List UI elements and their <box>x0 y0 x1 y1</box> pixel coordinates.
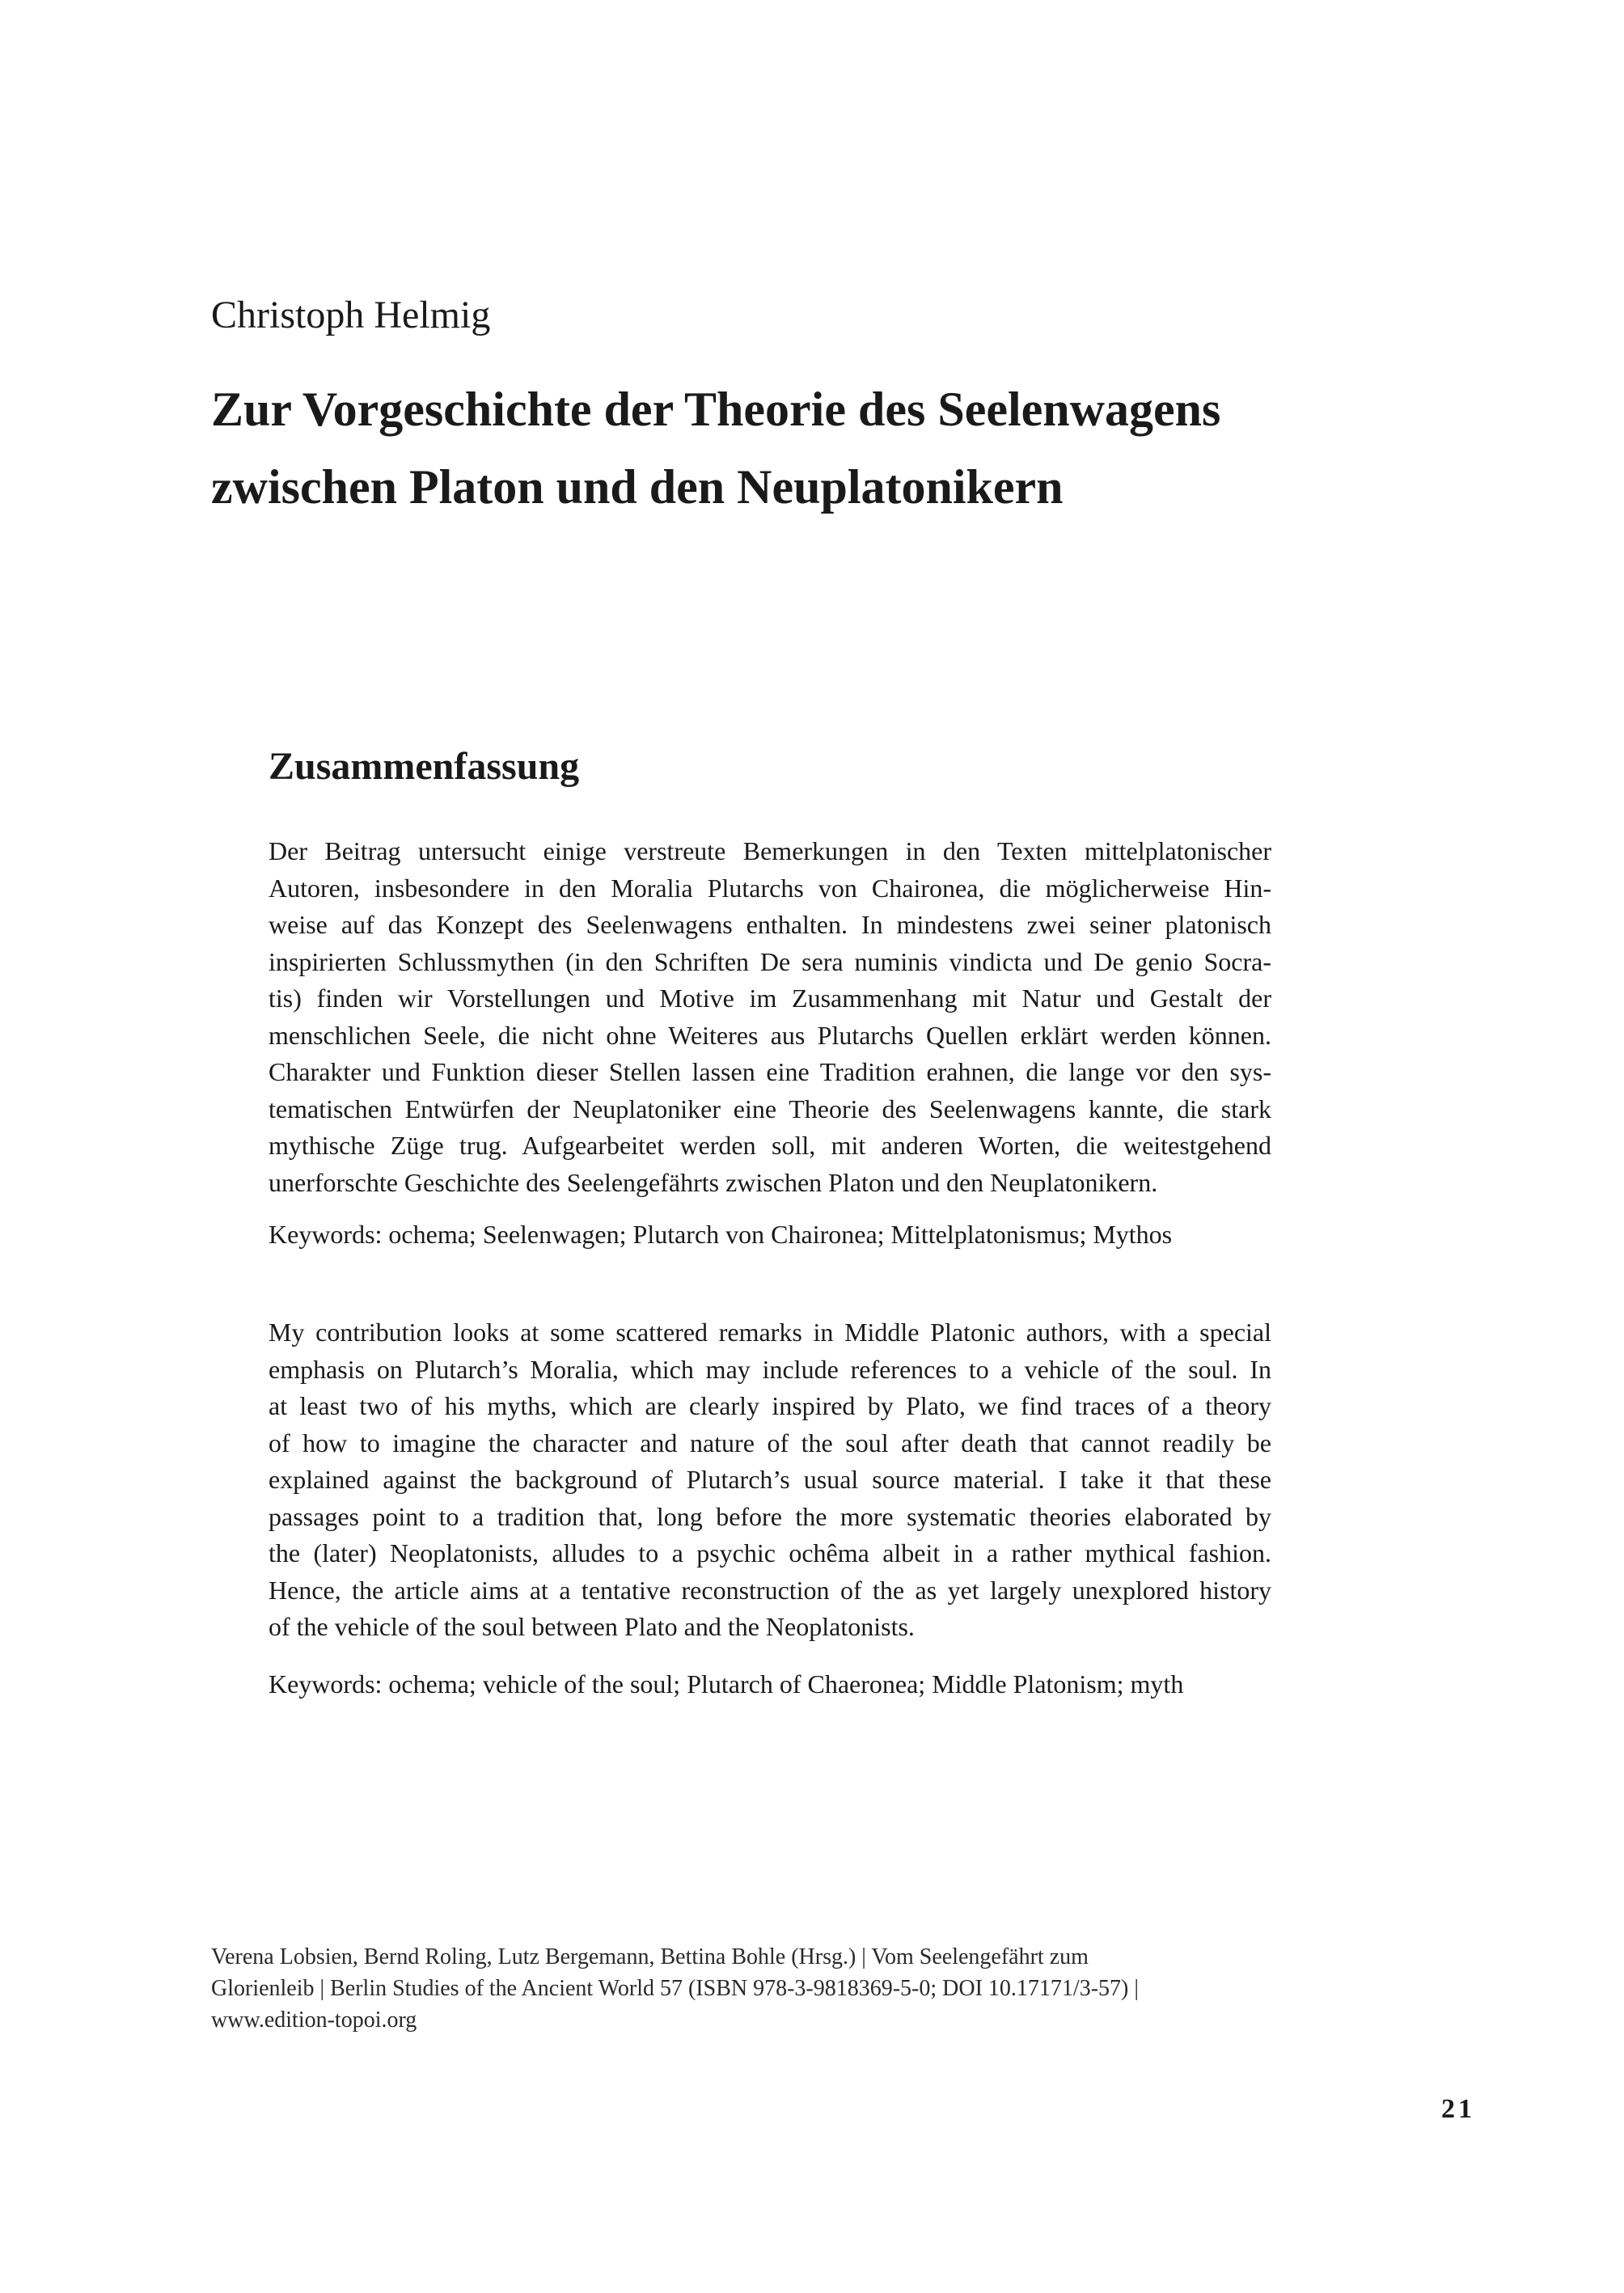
abstract-english-line: emphasis on Plutarch’s Moralia, which may include references to a vehicle of the soul. In <box>269 1354 1271 1384</box>
abstract-english-line: of how to imagine the character and nature of the soul after death that cannot readily be <box>269 1428 1271 1457</box>
abstract-heading: Zusammenfassung <box>269 745 580 788</box>
publication-footer <box>211 1941 1262 2036</box>
article-title <box>211 370 1505 526</box>
abstract-english-line: Hence, the article aims at a tentative reconstruction of the as yet largely unexplored history <box>269 1575 1271 1605</box>
keywords-english <box>269 1666 1271 1703</box>
abstract-german-line: Autoren, insbesondere in den Moralia Plutarchs von Chaironea, die möglicherweise Hin- <box>269 873 1271 903</box>
abstract-german <box>269 833 1271 1201</box>
abstract-german-line: Der Beitrag untersucht einige verstreute Bemerkungen in den Texten mittelplatonischer <box>269 836 1271 865</box>
article-title-line-1: Zur Vorgeschichte der Theorie des Seelenwagens <box>211 383 1221 436</box>
abstract-english-line: passages point to a tradition that, long before the more systematic theories elaborated by <box>269 1501 1271 1531</box>
abstract-german-line: menschlichen Seele, die nicht ohne Weiteres aus Plutarchs Quellen erklärt werden können. <box>269 1020 1271 1050</box>
abstract-german-line: mythische Züge trug. Aufgearbeitet werden soll, mit anderen Worten, die weitestgehend <box>269 1131 1271 1160</box>
keywords-german <box>269 1216 1271 1254</box>
abstract-english-line: explained against the background of Plutarch’s usual source material. I take it that these <box>269 1465 1271 1494</box>
author-name: Christoph Helmig <box>211 294 491 336</box>
abstract-german-line: tematischen Entwürfen der Neuplatoniker eine Theorie des Seelenwagens kannte, die stark <box>269 1094 1271 1123</box>
abstract-german-line: weise auf das Konzept des Seelenwagens enthalten. In mindestens zwei seiner platonisch <box>269 910 1271 939</box>
page-number: 21 <box>1441 2094 1475 2124</box>
abstract-english-line: the (later) Neoplatonists, alludes to a psychic ochêma albeit in a rather mythical fashion. <box>269 1538 1271 1567</box>
article-title-line-2: zwischen Platon und den Neuplatonikern <box>211 460 1064 514</box>
abstract-english-line: of the vehicle of the soul between Plato and the Neoplatonists. <box>269 1612 915 1641</box>
abstract-german-line: Charakter und Funktion dieser Stellen lassen eine Tradition erahnen, die lange vor den sys- <box>269 1057 1271 1086</box>
keywords-english-text: Keywords: ochema; vehicle of the soul; Plutarch of Chaeronea; Middle Platonism; myth <box>269 1669 1184 1699</box>
abstract-english <box>269 1314 1271 1646</box>
keywords-german-text: Keywords: ochema; Seelenwagen; Plutarch von Chaironea; Mittelplatonismus; Mythos <box>269 1220 1173 1249</box>
abstract-german-line: tis) finden wir Vorstellungen und Motive im Zusammenhang mit Natur und Gestalt der <box>269 984 1271 1013</box>
abstract-german-line: unerforschte Geschichte des Seelengefährts zwischen Platon und den Neuplatonikern. <box>269 1167 1158 1197</box>
footer-url[interactable]: www.edition-topoi.org <box>211 2007 417 2033</box>
abstract-english-line: My contribution looks at some scattered remarks in Middle Platonic authors, with a special <box>269 1318 1271 1347</box>
footer-line-2: Glorienleib | Berlin Studies of the Ancient World 57 (ISBN 978-3-9818369-5-0; DOI 10.17171/3-57) | <box>211 1976 1139 2001</box>
footer-line-1: Verena Lobsien, Bernd Roling, Lutz Bergemann, Bettina Bohle (Hrsg.) | Vom Seelengefährt zum <box>211 1944 1089 1969</box>
abstract-english-line: at least two of his myths, which are clearly inspired by Plato, we find traces of a theory <box>269 1391 1271 1420</box>
abstract-german-line: inspirierten Schlussmythen (in den Schriften De sera numinis vindicta und De genio Socra- <box>269 946 1271 976</box>
